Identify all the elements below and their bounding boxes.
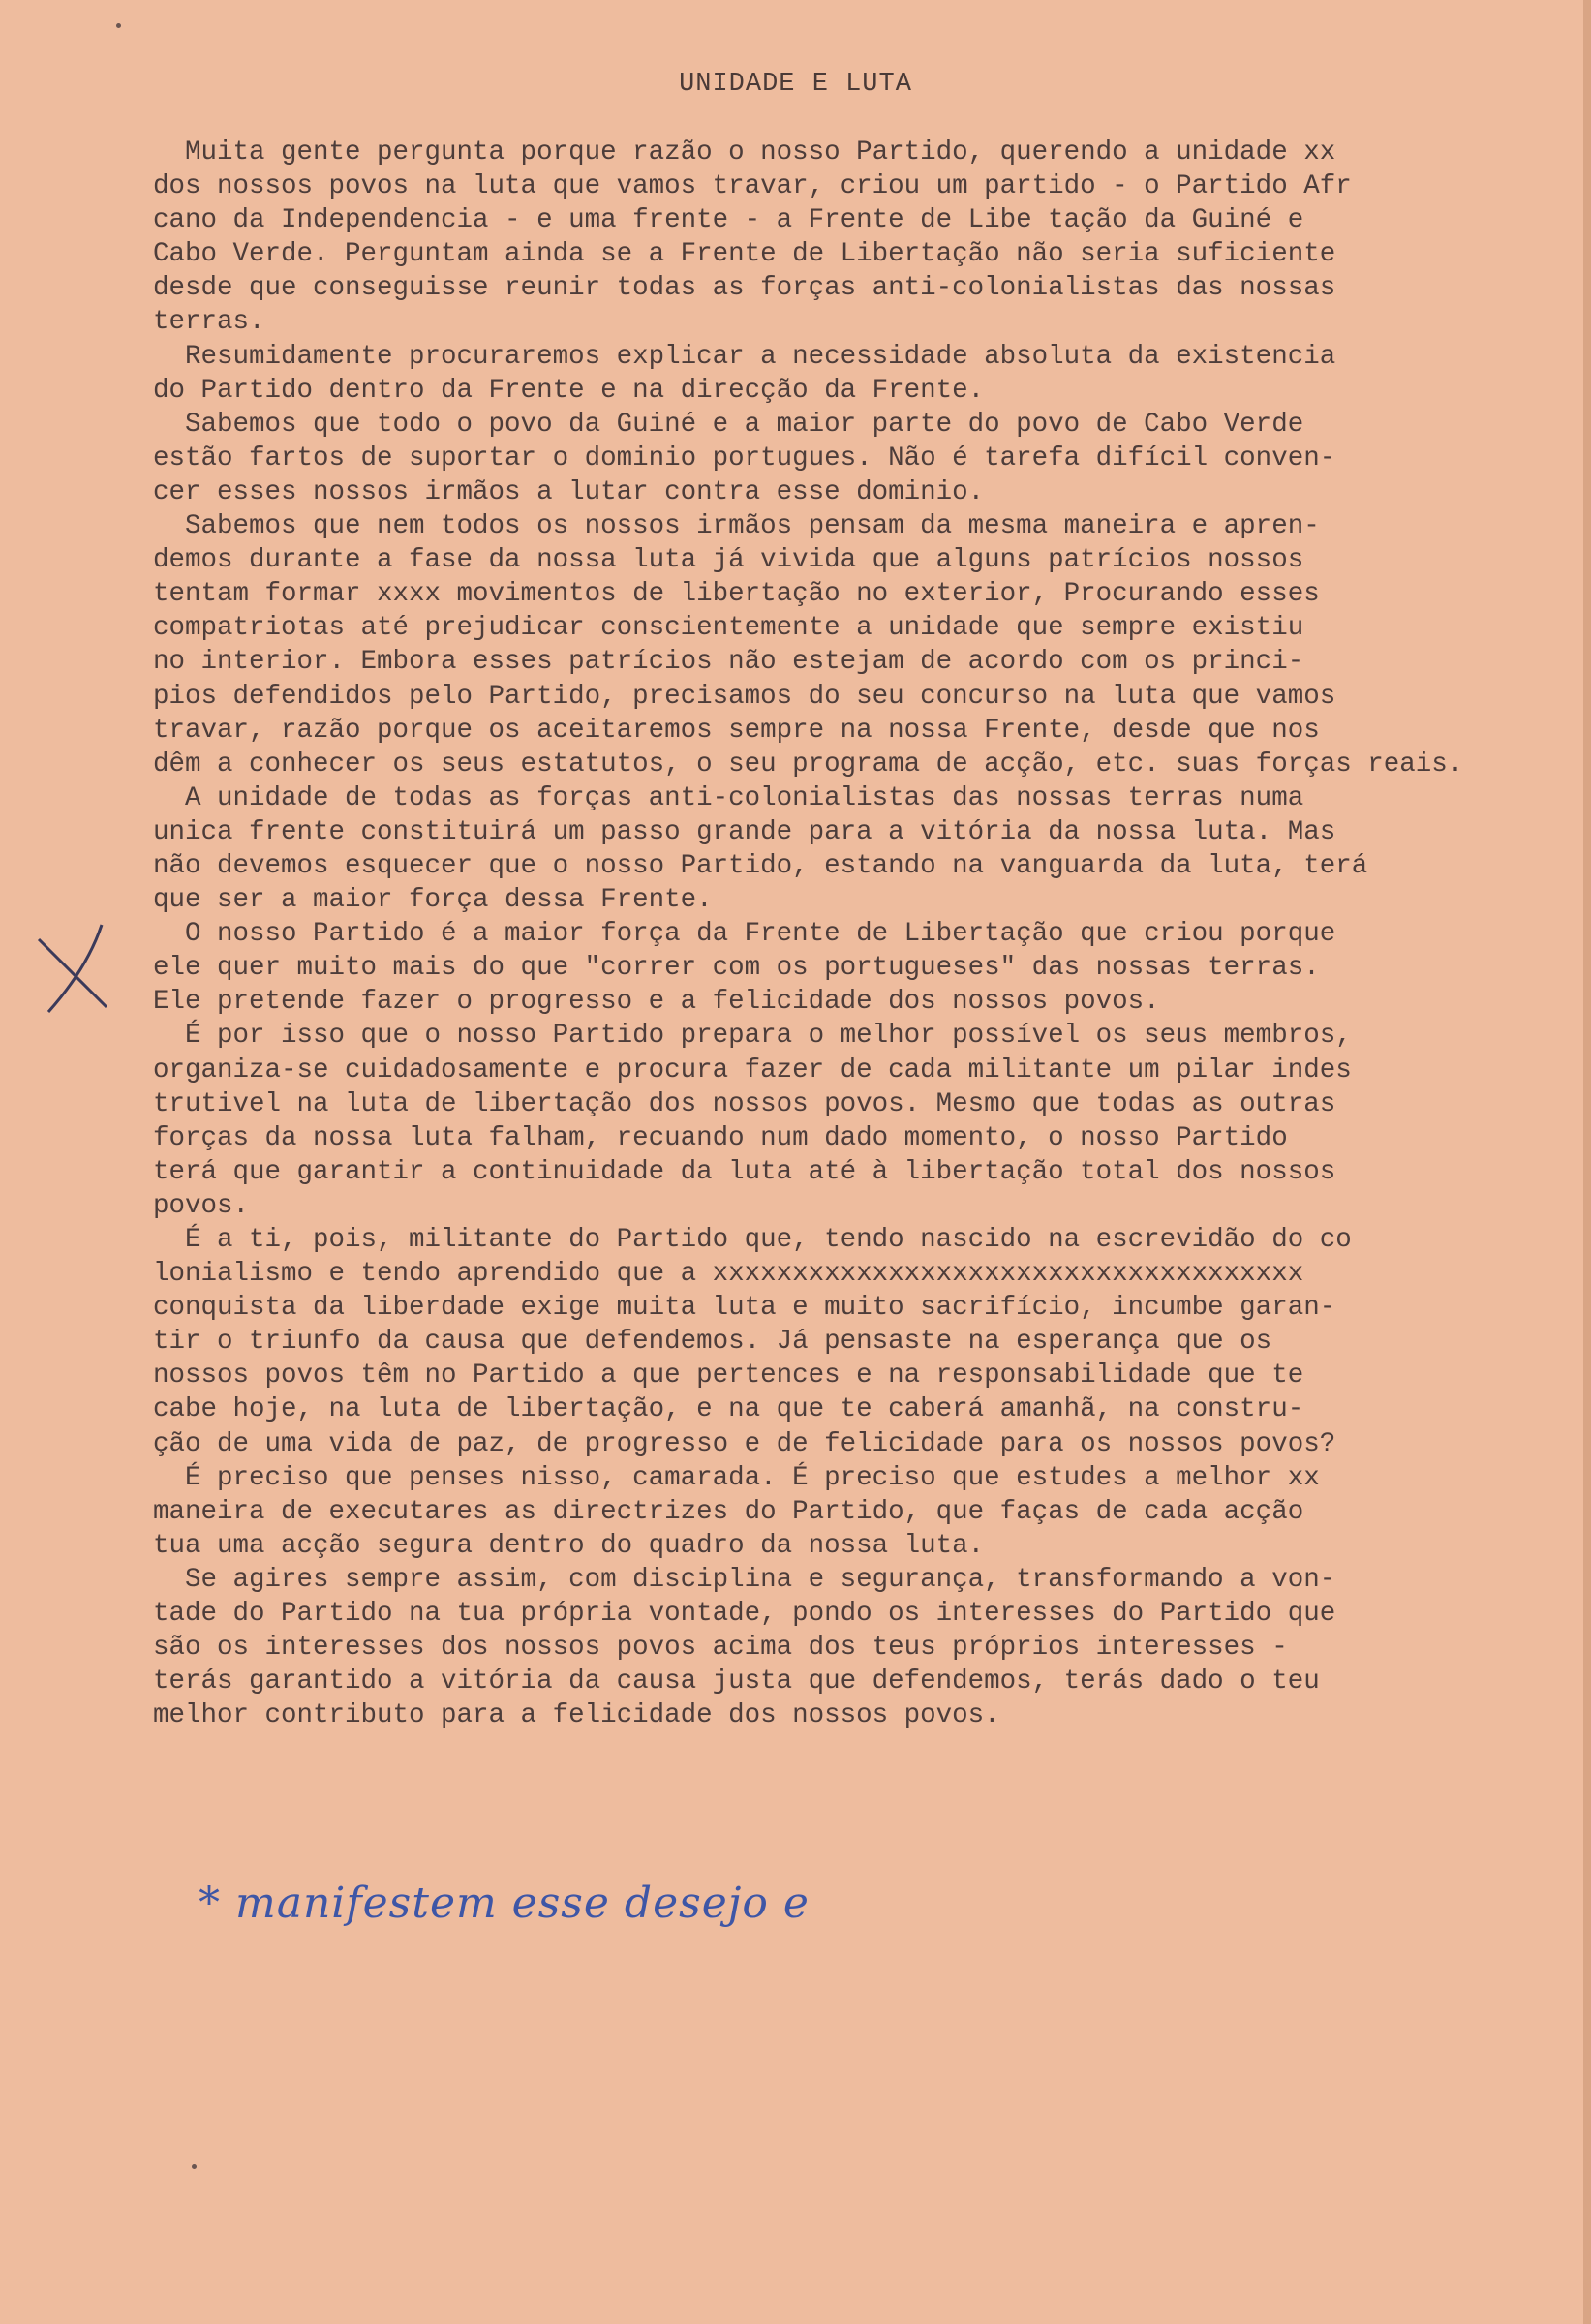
text-line: terás garantido a vitória da causa justa que defendemos, terás dado o teu: [153, 1667, 1320, 1697]
document-body: [153, 136, 1586, 1732]
document-title: UNIDADE E LUTA: [679, 70, 912, 99]
text-line: travar, razão porque os aceitaremos sempre na nossa Frente, desde que nos: [153, 715, 1320, 746]
text-line: Resumidamente procuraremos explicar a necessidade absoluta da existencia: [153, 341, 1336, 372]
text-line: nossos povos têm no Partido a que pertences e na responsabilidade que te: [153, 1361, 1304, 1391]
text-line: dos nossos povos na luta que vamos travar, criou um partido - o Partido Afr: [153, 171, 1352, 202]
text-line: trutivel na luta de libertação dos nossos povos. Mesmo que todas as outras: [153, 1088, 1336, 1119]
text-line: É a ti, pois, militante do Partido que, tendo nascido na escrevidão do co: [153, 1225, 1352, 1255]
text-line: Se agires sempre assim, com disciplina e segurança, transformando a von-: [153, 1564, 1336, 1595]
text-line: povos.: [153, 1190, 250, 1221]
text-line: são os interesses dos nossos povos acima dos teus próprios interesses -: [153, 1633, 1288, 1664]
text-line: ele quer muito mais do que "correr com os portugueses" das nossas terras.: [153, 953, 1320, 984]
text-line: tade do Partido na tua própria vontade, pondo os interesses do Partido que: [153, 1599, 1336, 1630]
text-line: lonialismo e tendo aprendido que a xxxxxxxxxxxxxxxxxxxxxxxxxxxxxxxxxxxxx: [153, 1259, 1304, 1290]
text-line: desde que conseguisse reunir todas as forças anti-colonialistas das nossas: [153, 273, 1336, 304]
text-line: estão fartos de suportar o dominio portugues. Não é tarefa difícil conven-: [153, 443, 1336, 474]
text-line: Sabemos que todo o povo da Guiné e a maior parte do povo de Cabo Verde: [153, 409, 1304, 440]
text-line: Cabo Verde. Perguntam ainda se a Frente de Libertação não seria suficiente: [153, 239, 1336, 270]
text-line: cer esses nossos irmãos a lutar contra esse dominio.: [153, 476, 985, 507]
text-line: forças da nossa luta falham, recuando num dado momento, o nosso Partido: [153, 1122, 1288, 1153]
text-line: conquista da liberdade exige muita luta e muito sacrifício, incumbe garan-: [153, 1293, 1336, 1324]
text-line: do Partido dentro da Frente e na direcção da Frente.: [153, 375, 985, 406]
text-line: Muita gente pergunta porque razão o nosso Partido, querendo a unidade xx: [153, 138, 1336, 168]
text-line: Sabemos que nem todos os nossos irmãos pensam da mesma maneira e apren-: [153, 511, 1320, 542]
text-line: terá que garantir a continuidade da luta até à libertação total dos nossos: [153, 1156, 1336, 1187]
text-line: no interior. Embora esses patrícios não estejam de acordo com os princi-: [153, 647, 1304, 678]
text-line: A unidade de todas as forças anti-colonialistas das nossas terras numa: [153, 782, 1304, 813]
text-line: tua uma acção segura dentro do quadro da nossa luta.: [153, 1530, 985, 1561]
text-line: O nosso Partido é a maior força da Frente de Libertação que criou porque: [153, 919, 1336, 950]
handwritten-note: * manifestem esse desejo e: [199, 1879, 810, 1928]
paper-speck: [192, 2164, 197, 2169]
text-line: que ser a maior força dessa Frente.: [153, 885, 713, 916]
text-line: pios defendidos pelo Partido, precisamos do seu concurso na luta que vamos: [153, 681, 1336, 712]
text-line: unica frente constituirá um passo grande para a vitória da nossa luta. Mas: [153, 816, 1336, 847]
paper-speck: [116, 23, 121, 28]
text-line: maneira de executares as directrizes do Partido, que faças de cada acção: [153, 1496, 1304, 1527]
text-line: organiza-se cuidadosamente e procura fazer de cada militante um pilar indes: [153, 1055, 1352, 1086]
text-line: É preciso que penses nisso, camarada. É preciso que estudes a melhor xx: [153, 1462, 1320, 1493]
text-line: não devemos esquecer que o nosso Partido, estando na vanguarda da luta, terá: [153, 850, 1368, 881]
text-line: cabe hoje, na luta de libertação, e na que te caberá amanhã, na constru-: [153, 1394, 1304, 1425]
text-line: É por isso que o nosso Partido prepara o melhor possível os seus membros,: [153, 1021, 1352, 1052]
text-line: tir o triunfo da causa que defendemos. Já pensaste na esperança que os: [153, 1327, 1272, 1358]
text-line: cano da Independencia - e uma frente - a Frente de Libe tação da Guiné e: [153, 205, 1304, 236]
text-line: Ele pretende fazer o progresso e a felicidade dos nossos povos.: [153, 987, 1160, 1018]
text-line: dêm a conhecer os seus estatutos, o seu programa de acção, etc. suas forças reais.: [153, 749, 1464, 780]
text-line: terras.: [153, 307, 265, 338]
margin-cross-mark-icon: [29, 910, 116, 1026]
text-line: compatriotas até prejudicar conscientemente a unidade que sempre existiu: [153, 613, 1304, 644]
text-line: melhor contributo para a felicidade dos nossos povos.: [153, 1700, 1000, 1731]
text-line: demos durante a fase da nossa luta já vivida que alguns patrícios nossos: [153, 545, 1304, 576]
text-line: tentam formar xxxx movimentos de libertação no exterior, Procurando esses: [153, 579, 1320, 610]
text-line: ção de uma vida de paz, de progresso e de felicidade para os nossos povos?: [153, 1428, 1336, 1459]
